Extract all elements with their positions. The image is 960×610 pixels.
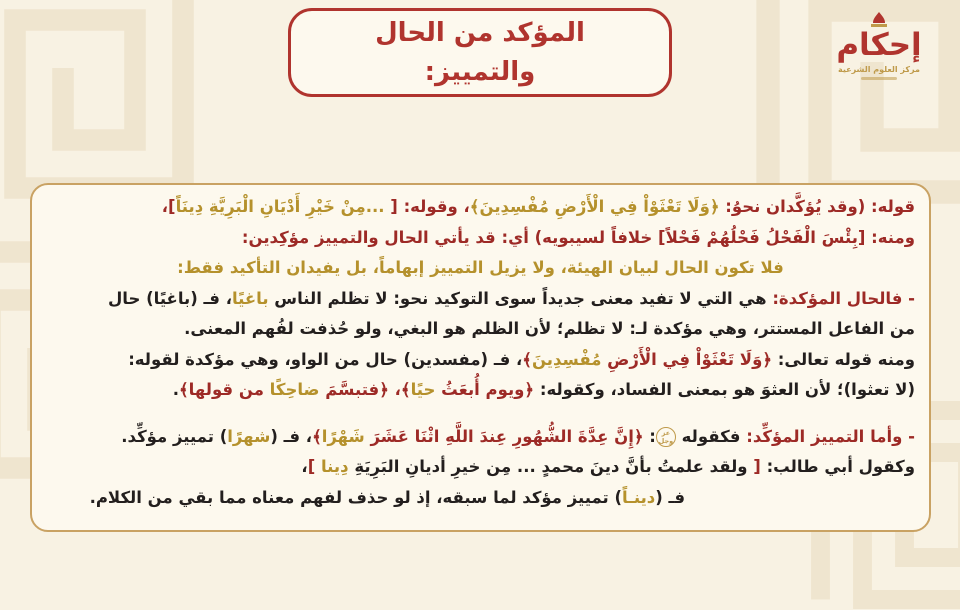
text-segment: ]، bbox=[161, 197, 176, 216]
logo bbox=[820, 12, 938, 80]
text-segment: ) تمييز مؤكد لما سبقه، إذ لو حذف لفهم معناه مما بقي من الكلام. bbox=[89, 487, 623, 507]
text-line bbox=[46, 223, 915, 254]
text-line bbox=[46, 284, 915, 315]
text-line bbox=[46, 375, 915, 406]
text-segment: ﴿وَلَا تَعْثَوْاْ فِي الْأَرْضِ bbox=[601, 349, 772, 369]
text-segment: ، فـ (مفسدين) حال من الواو، وهي مؤكدة لقوله: bbox=[128, 349, 523, 369]
text-line bbox=[46, 452, 915, 483]
text-segment: [ bbox=[747, 457, 761, 476]
text-segment: ومنه: [بِئْسَ الْفَحْلُ فَحْلُهُمْ فَحْلاً] خلافاً لسيبويه) أي: قد يأتي الحال والتمييز مؤكِدين: bbox=[241, 227, 915, 247]
text-segment: فلا تكون الحال لبيان الهيئة، ولا يزيل التمييز إبهاماً، بل يفيدان التأكيد فقط: bbox=[177, 258, 784, 277]
text-line bbox=[46, 314, 915, 345]
text-segment: من الفاعل المستتر، وهي مؤكدة لـ: لا تظلم؛ لأن الظلم هو البغي، ولو حُذفت لفُهم المعنى. bbox=[184, 319, 915, 338]
text-segment: من قولها﴾ bbox=[179, 380, 270, 399]
content-panel bbox=[30, 183, 931, 532]
text-segment: : bbox=[643, 426, 656, 446]
text-segment: فكقوله bbox=[675, 426, 741, 446]
text-line bbox=[46, 345, 915, 376]
text-segment: ، فـ ( bbox=[270, 426, 313, 446]
text-segment: (لا تعثوا)؛ لأن العثوَ هو بمعنى الفساد، وكقوله: bbox=[534, 380, 915, 399]
text-line bbox=[46, 422, 915, 453]
text-segment: باغيًا bbox=[231, 288, 269, 308]
text-segment: دِينا bbox=[320, 457, 349, 476]
text-segment: ﴾ bbox=[522, 349, 532, 369]
text-segment: ، فـ (باغيًا) حال bbox=[107, 288, 232, 308]
text-segment: . bbox=[172, 380, 179, 399]
page-title-line2: والتمييز: bbox=[424, 56, 536, 87]
text-segment: ﴾، ﴿فتبسَّمَ bbox=[319, 380, 411, 399]
text-segment: ﴿وَلَا تَعْثَوْاْ فِي الْأَرْضِ مُفْسِدِينَ﴾ bbox=[469, 197, 720, 216]
text-segment: مُفْسِدِينَ bbox=[531, 349, 602, 369]
text-segment: قوله: (وقد يُؤكَّدان نحوُ: bbox=[719, 197, 915, 216]
honorific-badge: عز وجل bbox=[656, 427, 676, 447]
content-lines bbox=[46, 192, 915, 513]
text-segment: هي التي لا تفيد معنى جديداً سوى التوكيد نحو: لا تظلم الناس bbox=[268, 288, 767, 308]
text-segment: ، bbox=[301, 457, 308, 476]
logo-name: إحكام bbox=[836, 27, 922, 63]
corner-ornament-icon bbox=[0, 0, 195, 200]
text-line bbox=[46, 192, 915, 223]
text-segment: حيًا bbox=[410, 380, 436, 399]
title-box bbox=[288, 8, 672, 97]
page-title-line1: المؤكد من الحال bbox=[375, 17, 585, 48]
text-segment: ﴾ bbox=[312, 426, 322, 446]
text-segment: شَهْرًا bbox=[321, 426, 365, 446]
text-segment: - فالحال المؤكدة: bbox=[766, 288, 915, 308]
text-segment: ومنه قوله تعالى: bbox=[772, 349, 915, 369]
text-segment: ) تمييز مؤكِّد. bbox=[121, 426, 228, 446]
logo-tagline-placeholder bbox=[861, 77, 897, 80]
logo-subtitle: مركز العلوم الشرعية bbox=[838, 64, 920, 74]
text-segment: ] bbox=[307, 457, 321, 476]
text-segment: - وأما التمييز المؤكِّد: bbox=[740, 426, 915, 446]
text-segment: دينـاً bbox=[622, 487, 656, 507]
text-segment: ...مِنْ خَيْرِ أَدْيَانِ الْبَرِيَّةِ دِينَاً bbox=[175, 197, 385, 216]
text-line bbox=[46, 483, 915, 514]
text-segment: ضاحِكًا bbox=[269, 380, 320, 399]
text-line bbox=[46, 253, 915, 284]
text-segment: ولقد علمتُ بأنَّ دينَ محمدٍ ... مِن خيرِ أديانِ البَرِيَةِ bbox=[348, 457, 748, 476]
text-segment: ﴿ويوم أُبعَثُ bbox=[435, 380, 535, 399]
text-segment: ﴿إِنَّ عِدَّةَ الشُّهُورِ عِندَ اللَّهِ اثْنَا عَشَرَ bbox=[364, 426, 644, 446]
text-segment: وكقول أبي طالب: bbox=[760, 457, 915, 476]
text-segment: شهرًا bbox=[227, 426, 271, 446]
text-segment: فـ ( bbox=[655, 487, 685, 507]
text-segment: ، وقوله: [ bbox=[384, 197, 470, 216]
